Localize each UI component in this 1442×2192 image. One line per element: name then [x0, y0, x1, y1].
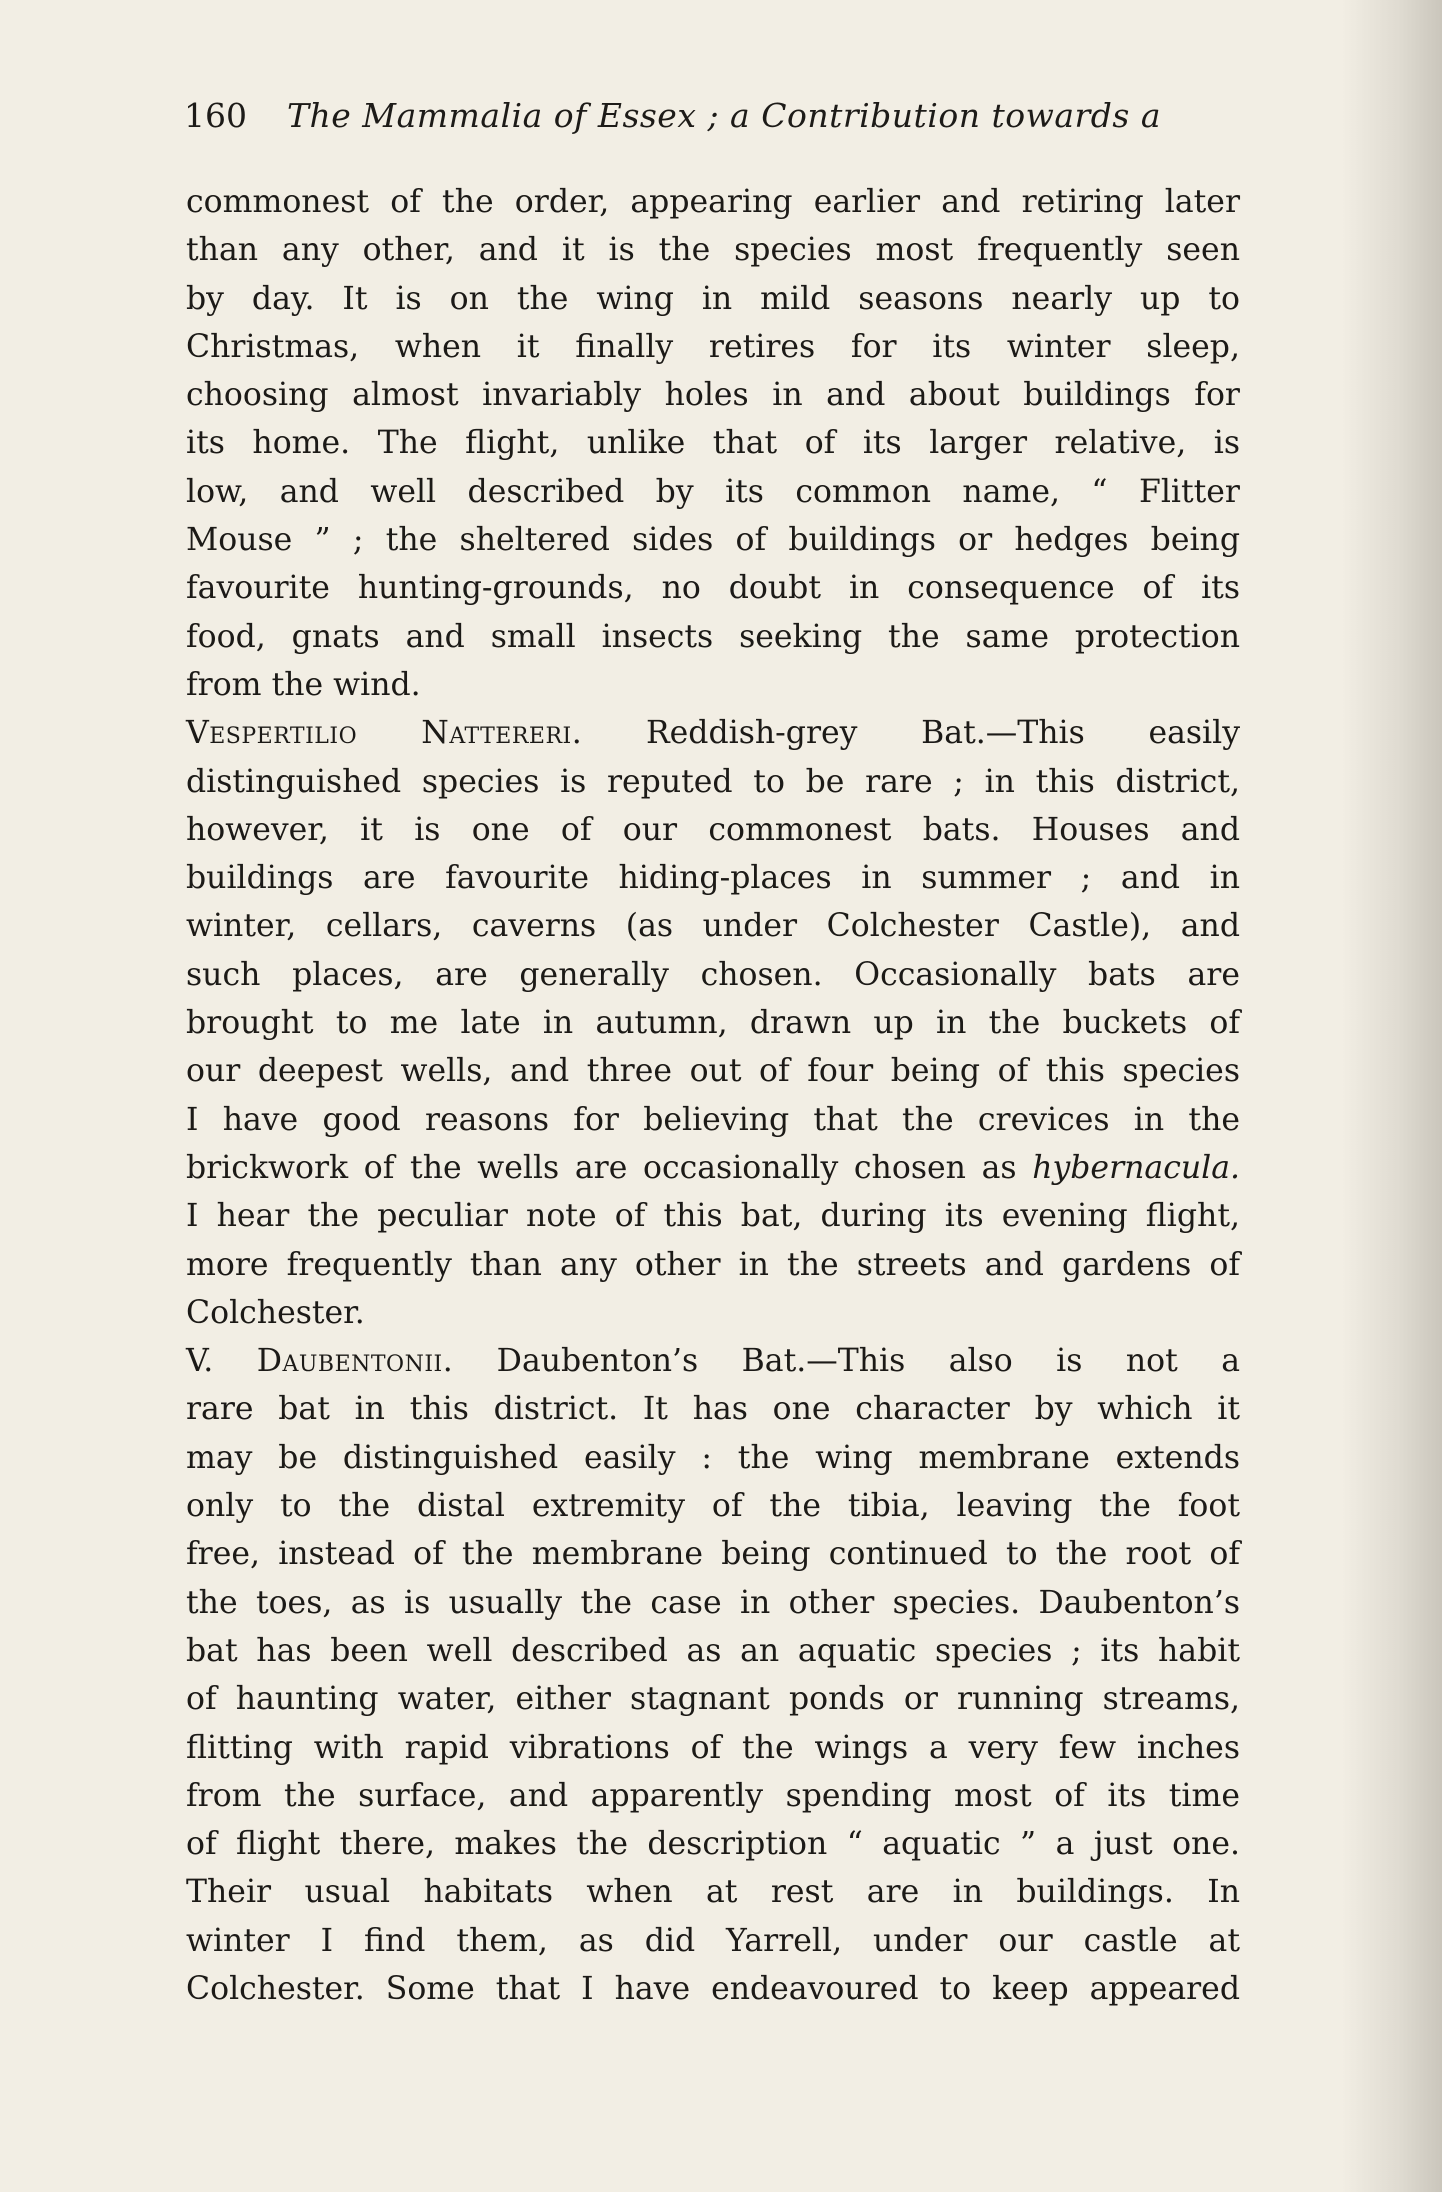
text-line — [186, 758, 1240, 806]
text-line — [186, 1144, 1240, 1192]
text-line — [186, 1241, 1240, 1289]
text-line — [186, 1047, 1240, 1095]
text-line — [186, 1772, 1240, 1820]
line-text: flitting with rapid vibrations of the wings a very few inches — [186, 1729, 1240, 1766]
text-line — [186, 371, 1240, 419]
text-line — [186, 709, 1240, 757]
text-line — [186, 1627, 1240, 1675]
line-text: buildings are favourite hiding-places in summer ; and in — [186, 860, 1240, 897]
line-text: I have good reasons for believing that the crevices in the — [186, 1101, 1240, 1138]
text-line — [186, 1675, 1240, 1723]
text-line — [186, 1724, 1240, 1772]
text-line — [186, 854, 1240, 902]
text-line — [186, 1192, 1240, 1240]
running-title: The Mammalia of Essex ; a Contribution towards a — [287, 96, 1162, 135]
line-text: may be distinguished easily : the wing membrane extends — [186, 1439, 1240, 1476]
text-line — [186, 806, 1240, 854]
line-text: from the surface, and apparently spending most of its time — [186, 1777, 1240, 1814]
line-text: of haunting water, either stagnant ponds or running streams, — [186, 1681, 1240, 1718]
line-text: distinguished species is reputed to be rare ; in this district, — [186, 763, 1240, 800]
line-text: Christmas, when it finally retires for its winter sleep, — [186, 328, 1240, 365]
text-line — [186, 1820, 1240, 1868]
line-text: by day. It is on the wing in mild seasons nearly up to — [186, 280, 1240, 317]
line-text: winter I find them, as did Yarrell, under our castle at — [186, 1922, 1240, 1959]
line-text: commonest of the order, appearing earlier and retiring later — [186, 184, 1240, 220]
text-line — [186, 419, 1240, 467]
text-line — [186, 564, 1240, 612]
text-line — [186, 516, 1240, 564]
text-line — [186, 1434, 1240, 1482]
text-line — [186, 226, 1240, 274]
line-text: Colchester. — [186, 1294, 365, 1331]
text-line — [186, 275, 1240, 323]
line-text: I hear the peculiar note of this bat, during its evening flight, — [186, 1198, 1240, 1235]
text-line — [186, 661, 1240, 709]
line-text: such places, are generally chosen. Occasionally bats are — [186, 956, 1240, 993]
text-line — [186, 1530, 1240, 1578]
line-text: choosing almost invariably holes in and about buildings for — [186, 377, 1240, 414]
line-text: bat has been well described as an aquatic species ; its habit — [186, 1632, 1240, 1669]
line-text: low, and well described by its common name, “ Flitter — [186, 473, 1240, 510]
line-text: rare bat in this district. It has one character by which it — [186, 1391, 1240, 1428]
text-line — [186, 951, 1240, 999]
text-line — [186, 178, 1240, 226]
line-text: food, gnats and small insects seeking the same protection — [186, 618, 1240, 655]
line-text: than any other, and it is the species most frequently seen — [186, 232, 1240, 269]
text-line — [186, 468, 1240, 516]
text-line — [186, 902, 1240, 950]
line-text: brickwork of the wells are occasionally chosen as — [186, 1149, 1033, 1186]
text-line — [186, 1482, 1240, 1530]
text-line — [186, 1096, 1240, 1144]
species-name: Vespertilio Nattereri. — [186, 715, 583, 752]
line-text: free, instead of the membrane being continued to the root of — [186, 1536, 1240, 1573]
text-line — [186, 1965, 1240, 2013]
line-text: brought to me late in autumn, drawn up in the buckets of — [186, 1005, 1240, 1042]
line-text: only to the distal extremity of the tibia, leaving the foot — [186, 1488, 1240, 1525]
line-text: Their usual habitats when at rest are in buildings. In — [186, 1874, 1240, 1911]
running-head — [184, 96, 1234, 135]
line-text: from the wind. — [186, 666, 421, 703]
text-line — [186, 1917, 1240, 1965]
line-text: winter, cellars, caverns (as under Colchester Castle), and — [186, 908, 1240, 945]
line-text: the toes, as is usually the case in other species. Daubenton’s — [186, 1584, 1240, 1621]
line-text: more frequently than any other in the streets and gardens of — [186, 1246, 1240, 1283]
text-line — [186, 1579, 1240, 1627]
species-prefix: V. — [186, 1343, 257, 1380]
line-text: Daubenton’s Bat.—This also is not a — [453, 1343, 1240, 1380]
species-name: Daubentonii. — [256, 1343, 454, 1380]
italic-term: hybernacula. — [1032, 1149, 1240, 1186]
text-line — [186, 999, 1240, 1047]
line-text: our deepest wells, and three out of four being of this species — [186, 1053, 1240, 1090]
line-text: however, it is one of our commonest bats. Houses and — [186, 811, 1240, 848]
line-text: of flight there, makes the description “ aquatic ” a just one. — [186, 1826, 1240, 1863]
line-text: its home. The flight, unlike that of its larger relative, is — [186, 425, 1240, 462]
text-line — [186, 323, 1240, 371]
text-line — [186, 1337, 1240, 1385]
line-text: Reddish-grey Bat.—This easily — [582, 715, 1240, 752]
text-line — [186, 1385, 1240, 1433]
text-line — [186, 613, 1240, 661]
line-text: favourite hunting-grounds, no doubt in consequence of its — [186, 570, 1240, 607]
body-text — [186, 178, 1240, 2013]
page-number: 160 — [184, 96, 247, 135]
line-text: Mouse ” ; the sheltered sides of buildings or hedges being — [186, 522, 1240, 559]
text-line — [186, 1289, 1240, 1337]
text-line — [186, 1868, 1240, 1916]
line-text: Colchester. Some that I have endeavoured to keep appeared — [186, 1970, 1240, 2007]
